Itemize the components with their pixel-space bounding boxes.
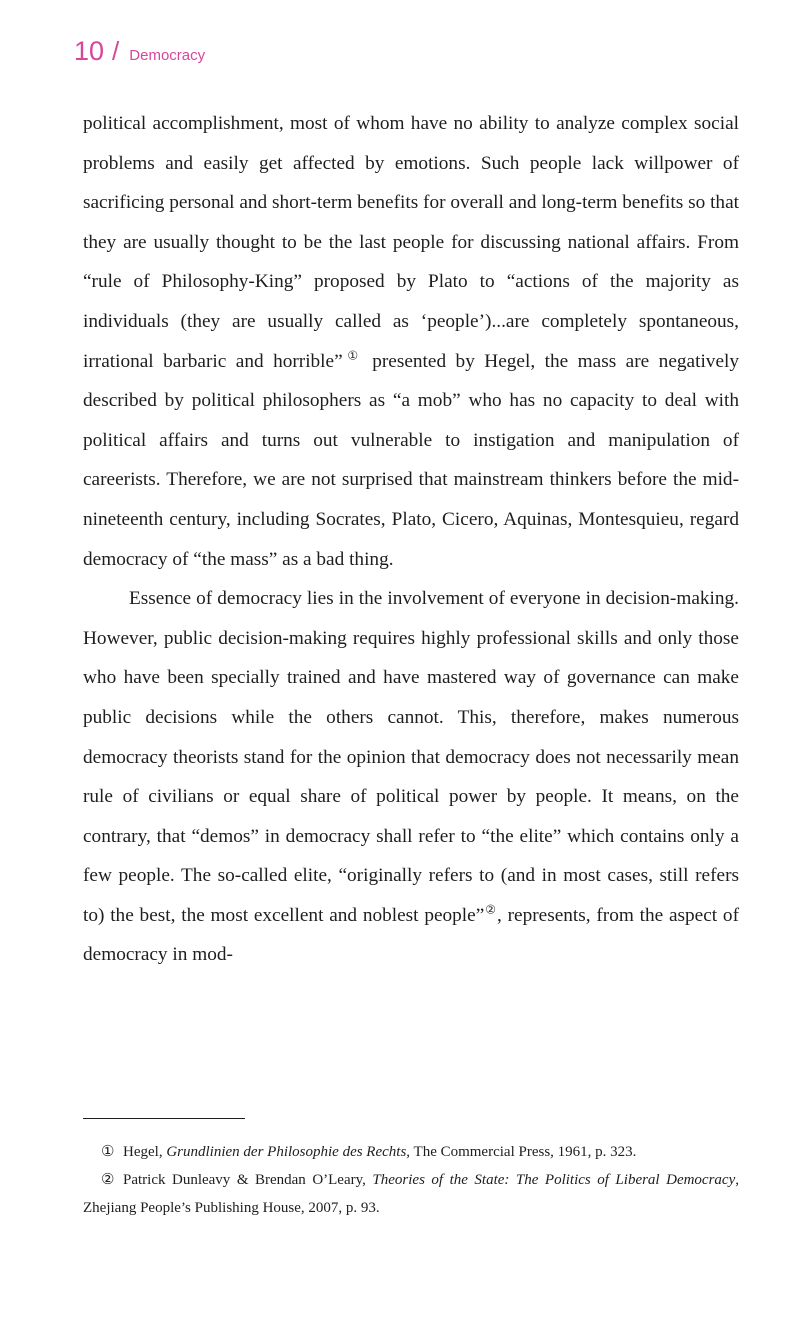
paragraph-2 [83, 579, 739, 975]
paragraph-2-text: Essence of democracy lies in the involvement of everyone in decision-making. However, public decision-making requires highly professional skills and only those who have been specially trained and have mastered way of governance can make public decisions while the others cannot. This, therefore, makes numerous democracy theorists stand for the opinion that democracy does not necessarily mean rule of civilians or equal share of political power by people. It means, on the contrary, that “demos” in democracy shall refer to “the elite” which contains only a few people. The so-called elite, “originally refers to (and in most cases, still refers to) the best, the most excellent and noblest people” [83, 588, 739, 926]
footnote-1-mark: ① [101, 1144, 115, 1160]
running-head [74, 36, 205, 67]
footnote-2-mark: ② [101, 1172, 115, 1188]
paragraph-1-continuation: presented by Hegel, the mass are negatively described by political philosophers as “a mob” who has no capacity to deal with political affairs and turns out vulnerable to instigation and manipulation of careerists. Therefore, we are not surprised that mainstream thinkers before the mid-nineteenth century, including Socrates, Plato, Cicero, Aquinas, Montesquieu, regard democracy of “the mass” as a bad thing. [83, 350, 739, 570]
footnote-2 [83, 1166, 739, 1222]
header-separator: / [112, 36, 120, 66]
page-number: 10 [74, 36, 105, 66]
footnote-1-author: Hegel, [123, 1144, 167, 1160]
footnotes [83, 1138, 739, 1222]
footnote-1-rest: , The Commercial Press, 1961, p. 323. [406, 1144, 637, 1160]
paragraph-1 [83, 104, 739, 579]
body-text [83, 104, 739, 975]
footnote-ref-1: ① [342, 348, 363, 363]
footnote-divider [83, 1118, 245, 1119]
paragraph-1-text: political accomplishment, most of whom have no ability to analyze complex social problems and easily get affected by emotions. Such people lack willpower of sacrificing personal and short-term benefits for overall and long-term benefits so that they are usually thought to be the last people for discussing national affairs. From “rule of Philosophy-King” proposed by Plato to “actions of the majority as individuals (they are usually called as ‘people’)...are completely spontaneous, irrational barbaric and horrible” [83, 113, 739, 372]
footnote-2-title: Theories of the State: The Politics of Liberal Democracy [372, 1172, 736, 1188]
section-title: Democracy [129, 47, 206, 64]
footnote-ref-2: ② [484, 902, 497, 917]
footnote-2-rest: , Zhejiang People’s Publishing House, 2007, p. 93. [83, 1172, 739, 1216]
footnote-2-author: Patrick Dunleavy & Brendan O’Leary, [123, 1172, 373, 1188]
footnote-1 [83, 1138, 739, 1166]
paragraph-2-continuation: , represents, from the aspect of democracy in mod- [83, 904, 739, 966]
footnote-1-title: Grundlinien der Philosophie des Rechts [166, 1144, 407, 1160]
